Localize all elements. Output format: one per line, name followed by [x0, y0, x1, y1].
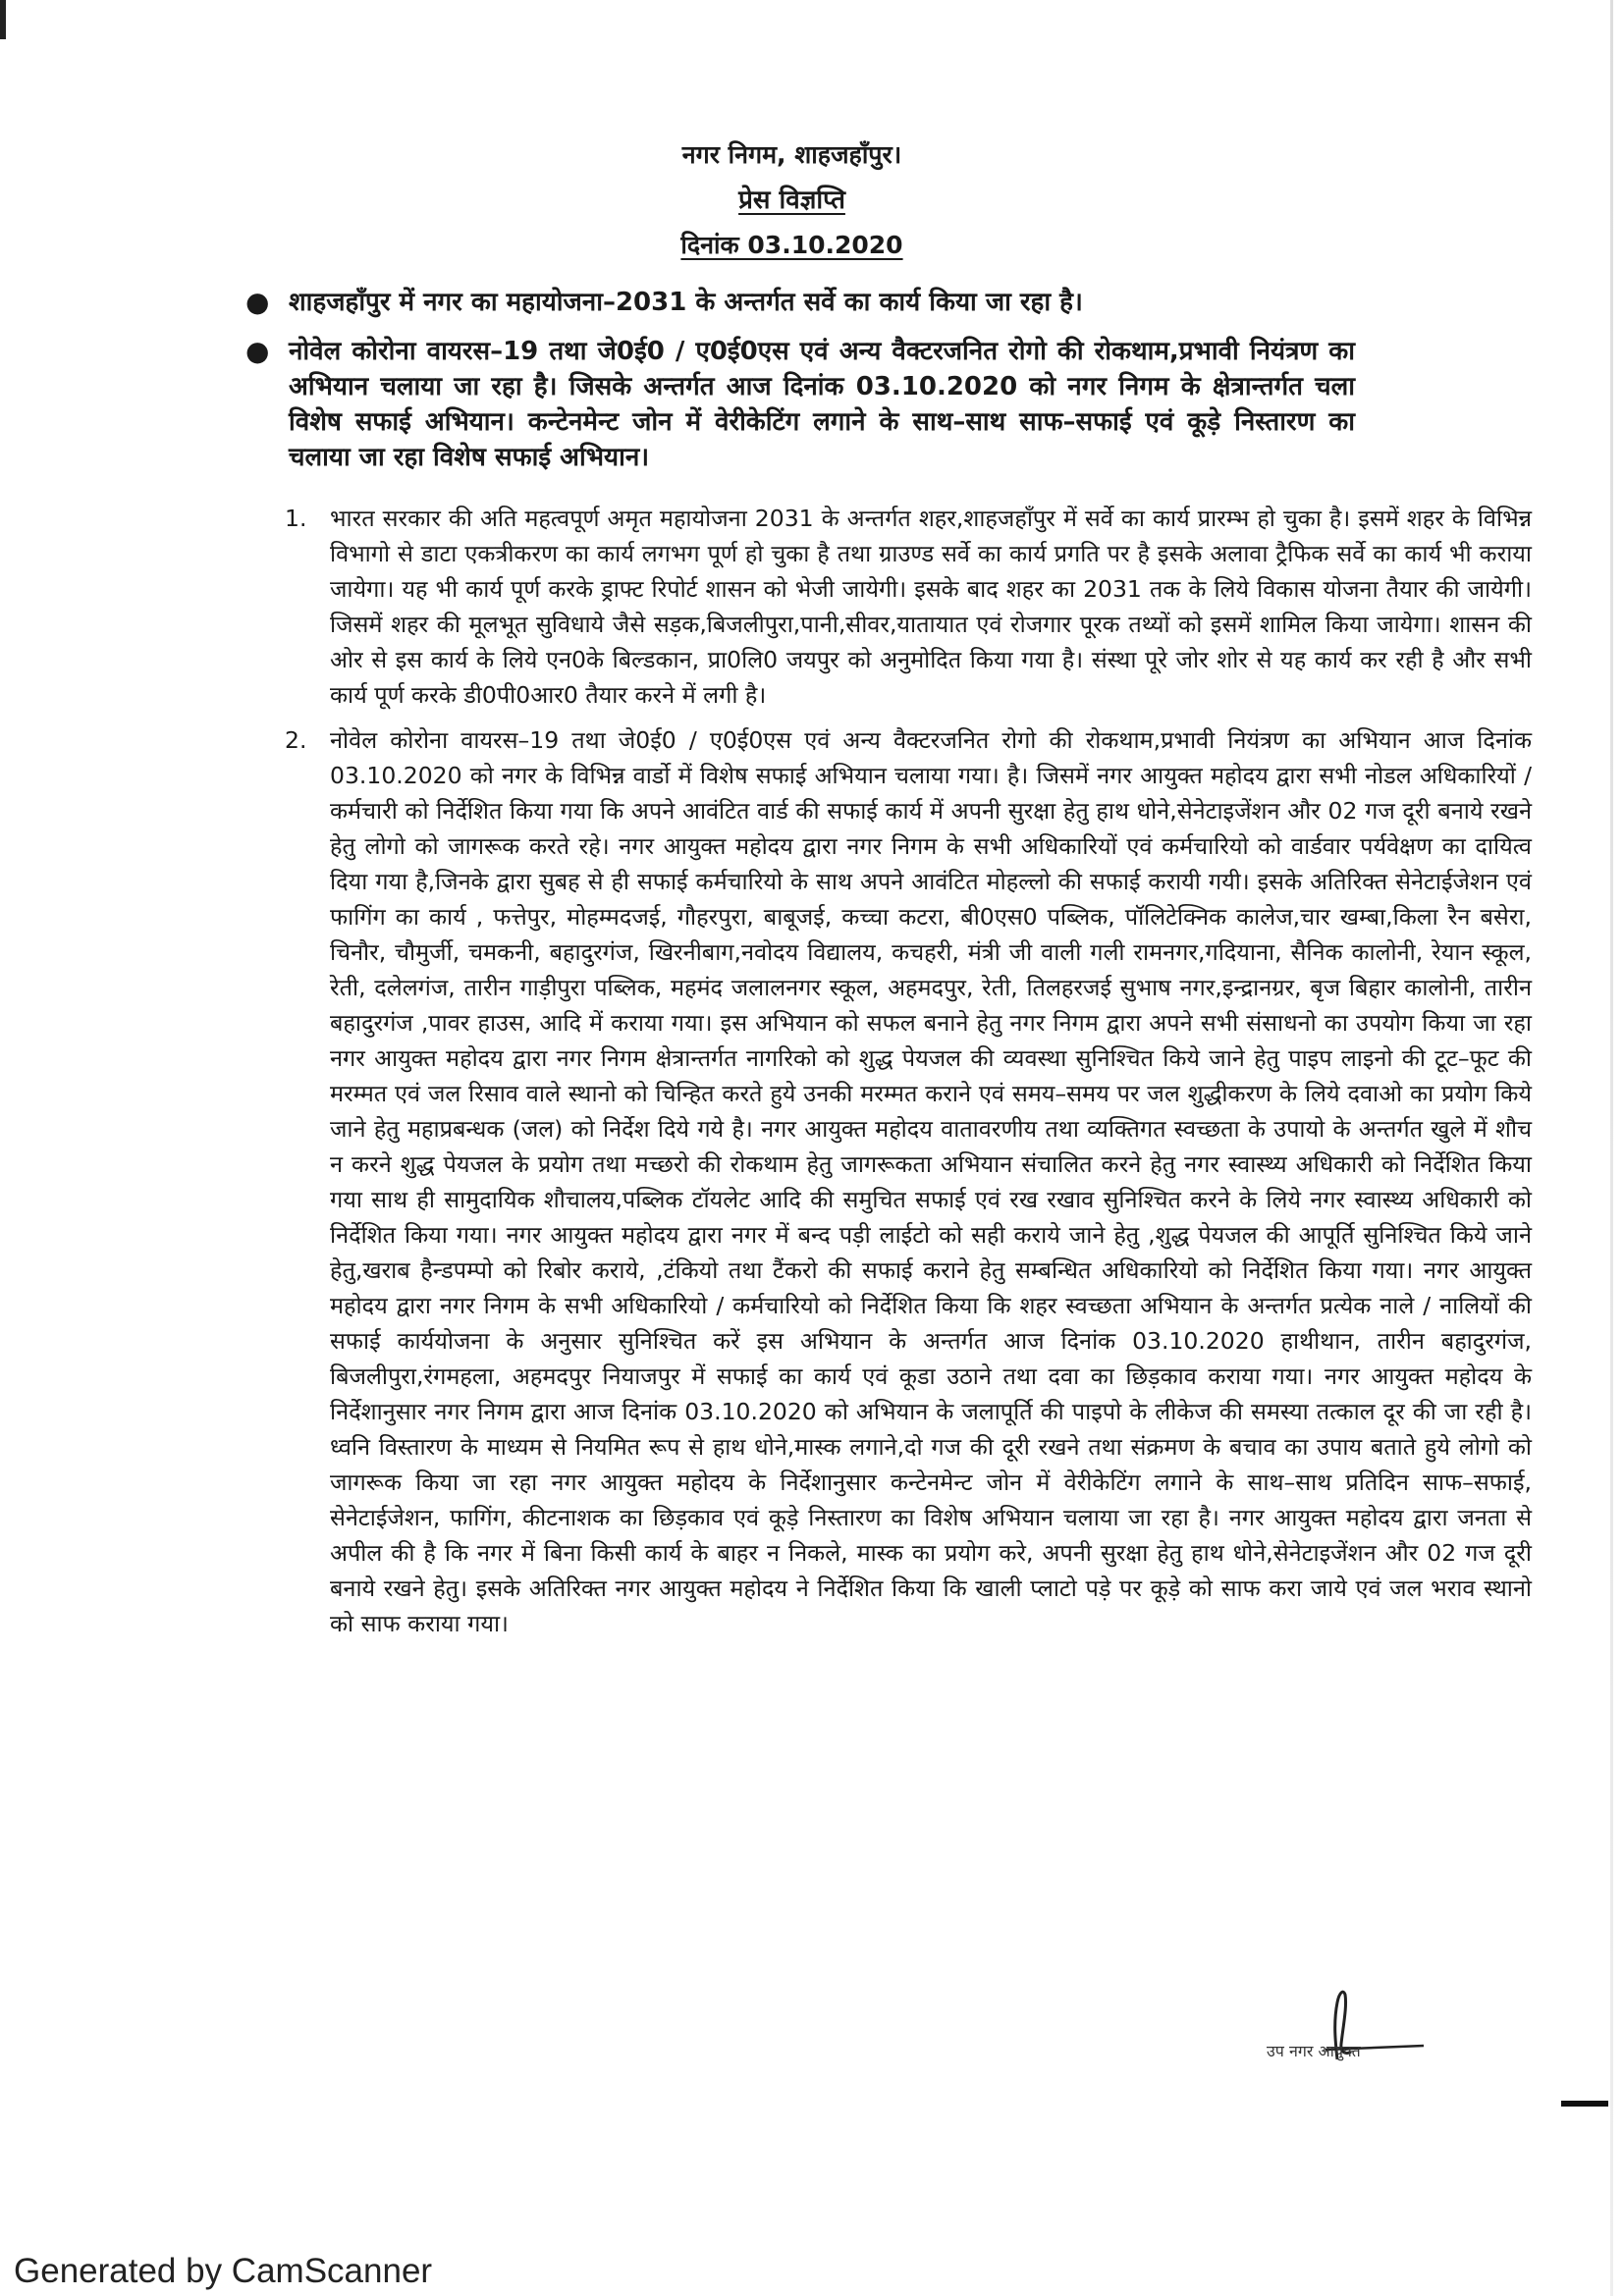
bullet-item: [245, 285, 1355, 320]
signatory-designation: उप नगर आयुक्त: [1267, 2042, 1361, 2060]
document-header: [79, 137, 1505, 263]
item-text: नोवेल कोरोना वायरस–19 तथा जे0ई0 / ए0ई0एस एवं अन्य वैक्टरजनित रोगो की रोकथाम,प्रभावी नियंत्रण का अभियान आज दिनांक 03.10.2020 को नगर के विभिन्न वार्डो में विशेष सफाई अभियान चलाया गया। है। जिसमें नगर आयुक्त महोदय द्वारा सभी नोडल अधिकारियों / कर्मचारी को निर्देशित किया गया कि अपने आवंटित वार्ड की सफाई कार्य में अपनी सुरक्षा हेतु हाथ धोने,सेनेटाइजेंशन और 02 गज दूरी बनाये रखने हेतु लोगो को जागरूक करते रहे। नगर आयुक्त महोदय द्वारा नगर निगम के सभी अधिकारियों एवं कर्मचारियो को वार्डवार पर्यवेक्षण का दायित्व दिया गया है,जिनके द्वारा सुबह से ही सफाई कर्मचारियो के साथ अपने आवंटित मोहल्लो की सफाई करायी गयी। इसके अतिरिक्त सेनेटाईजेशन एवं फागिंग का कार्य , फत्तेपुर, मोहम्मदजई, गौहरपुरा, बाबूजई, कच्चा कटरा, बी0एस0 पब्लिक, पॉलिटेक्निक कालेज,चार खम्बा,किला रैन बसेरा, चिनौर, चौमुर्जी, चमकनी, बहादुरगंज, खिरनीबाग,नवोदय विद्यालय, कचहरी, मंत्री जी वाली गली रामनगर,गदियाना, सैनिक कालोनी, रेयान स्कूल, रेती, दलेलगंज, तारीन गाड़ीपुरा पब्लिक, महमंद जलालनगर स्कूल, अहमदपुर, रेती, तिलहरजई सुभाष नगर,इन्द्रानग्रर, बृज बिहार कालोनी, तारीन बहादुरगंज ,पावर हाउस, आदि में कराया गया। इस अभियान को सफल बनाने हेतु नगर निगम द्वारा अपने सभी संसाधनो का उपयोग किया जा रहा नगर आयुक्त महोदय द्वारा नगर निगम क्षेत्रान्तर्गत नागरिको को शुद्ध पेयजल की व्यवस्था सुनिश्चित किये जाने हेतु पाइप लाइनो की टूट–फूट की मरम्मत एवं जल रिसाव वाले स्थानो को चिन्हित करते हुये उनकी मरम्मत कराने एवं समय–समय पर जल शुद्धीकरण के लिये दवाओ का प्रयोग किये जाने हेतु महाप्रबन्धक (जल) को निर्देश दिये गये है। नगर आयुक्त महोदय वातावरणीय तथा व्यक्तिगत स्वच्छता के उपायो के अन्तर्गत खुले में शौच न करने शुद्ध पेयजल के प्रयोग तथा मच्छरो की रोकथाम हेतु जागरूकता अभियान संचालित करने हेतु नगर स्वास्थ्य अधिकारी को निर्देशित किया गया साथ ही सामुदायिक शौचालय,पब्लिक टॉयलेट आदि की समुचित सफाई एवं रख रखाव सुनिश्चित करने के लिये नगर स्वास्थ्य अधिकारी को निर्देशित किया गया। नगर आयुक्त महोदय द्वारा नगर में बन्द पड़ी लाईटो को सही कराये जाने हेतु ,शुद्ध पेयजल की आपूर्ति सुनिश्चित किये जाने हेतु,खराब हैन्डपम्पो को रिबोर कराये, ,टंकियो तथा टैंकरो की सफाई कराने हेतु सम्बन्धित अधिकारियो को निर्देशित किया गया। नगर आयुक्त महोदय द्वारा नगर निगम के सभी अधिकारियो / कर्मचारियो को निर्देशित किया कि शहर स्वच्छता अभियान के अन्तर्गत प्रत्येक नाले / नालियों की सफाई कार्ययोजना के अनुसार सुनिश्चित करें इस अभियान के अन्तर्गत आज दिनांक 03.10.2020 हाथीथान, तारीन बहादुरगंज, बिजलीपुरा,रंगमहला, अहमदपुर नियाजपुर में सफाई का कार्य एवं कूडा उठाने तथा दवा का छिड़काव कराया गया। नगर आयुक्त महोदय के निर्देशानुसार नगर निगम द्वारा आज दिनांक 03.10.2020 को अभियान के जलापूर्ति की पाइपो के लीकेज की समस्या तत्काल दूर की जा रही है। ध्वनि विस्तारण के माध्यम से नियमित रूप से हाथ धोने,मास्क लगाने,दो गज की दूरी रखने तथा संक्रमण के बचाव का उपाय बताते हुये लोगो को जागरूक किया जा रहा नगर आयुक्त महोदय के निर्देशानुसार कन्टेनमेन्ट जोन में वेरीकेटिंग लगाने के साथ–साथ प्रतिदिन साफ–सफाई, सेनेटाईजेशन, फागिंग, कीटनाशक का छिड़काव एवं कूड़े निस्तारण का विशेष अभियान चलाया जा रहा है। नगर आयुक्त महोदय द्वारा जनता से अपील की है कि नगर में बिना किसी कार्य के बाहर न निकले, मास्क का प्रयोग करे, अपनी सुरक्षा हेतु हाथ धोने,सेनेटाइजेंशन और 02 गज दूरी बनाये रखने हेतु। इसके अतिरिक्त नगर आयुक्त महोदय ने निर्देशित किया कि खाली प्लाटो पड़े पर कूड़े को साफ करा जाये एवं जल भराव स्थानो को साफ कराया गया।: [330, 726, 1533, 1637]
bullet-text: शाहजहाँपुर में नगर का महायोजना–2031 के अन्तर्गत सर्वे का कार्य किया जा रहा है।: [289, 288, 1083, 317]
scan-artifact-line: [1561, 2101, 1608, 2107]
item-text: भारत सरकार की अति महत्वपूर्ण अमृत महायोजना 2031 के अन्तर्गत शहर,शाहजहाँपुर में सर्वे का कार्य प्रारम्भ हो चुका है। इसमें शहर के विभिन्न विभागो से डाटा एकत्रीकरण का कार्य लगभग पूर्ण हो चुका है तथा ग्राउण्ड सर्वे का कार्य प्रगति पर है इसके अलावा ट्रैफिक सर्वे का कार्य भी कराया जायेगा। यह भी कार्य पूर्ण करके ड्राफ्ट रिपोर्ट शासन को भेजी जायेगी। इसके बाद शहर का 2031 तक के लिये विकास योजना तैयार की जायेगी। जिसमें शहर की मूलभूत सुविधाये जैसे सड़क,बिजलीपुरा,पानी,सीवर,यातायात एवं रोजगार पूरक तथ्यों को इसमें शामिल किया जायेगा। शासन की ओर से इस कार्य के लिये एन0के बिल्डकान, प्रा0लि0 जयपुर को अनुमोदित किया गया है। संस्था पूरे जोर शोर से यह कार्य कर रही है और सभी कार्य पूर्ण करके डी0पी0आर0 तैयार करने में लगी है।: [330, 505, 1532, 709]
bullet-dot-icon: ●: [245, 335, 270, 367]
item-number: 1.: [285, 505, 307, 532]
bullet-text: नोवेल कोरोना वायरस–19 तथा जे0ई0 / ए0ई0एस एवं अन्य वैक्टरजनित रोगो की रोकथाम,प्रभावी नियंत्रण का अभियान चलाया जा रहा है। जिसके अन्तर्गत आज दिनांक 03.10.2020 को नगर निगम के क्षेत्रान्तर्गत चला विशेष सफाई अभियान। कन्टेनमेन्ट जोन में वेरीकेटिंग लगाने के साथ–साथ साफ–सफाई एवं कूड़े निस्तारण का चलाया जा रहा विशेष सफाई अभियान।: [289, 337, 1355, 472]
numbered-list: [285, 501, 1532, 1651]
item-number: 2.: [285, 726, 307, 754]
scan-corner-mark: [0, 0, 6, 39]
document-date: दिनांक 03.10.2020: [680, 231, 903, 259]
organization-name: नगर निगम, शाहजहाँपुर।: [681, 140, 902, 169]
bullet-dot-icon: ●: [245, 286, 270, 318]
document-title: प्रेस विज्ञप्ति: [738, 186, 845, 215]
numbered-item: [285, 722, 1532, 1641]
scan-edge-shadow: [1610, 0, 1613, 2296]
bullet-item: [245, 334, 1355, 475]
camscanner-watermark: Generated by CamScanner: [14, 2252, 433, 2290]
bullet-list: [245, 285, 1355, 489]
numbered-item: [285, 501, 1532, 713]
